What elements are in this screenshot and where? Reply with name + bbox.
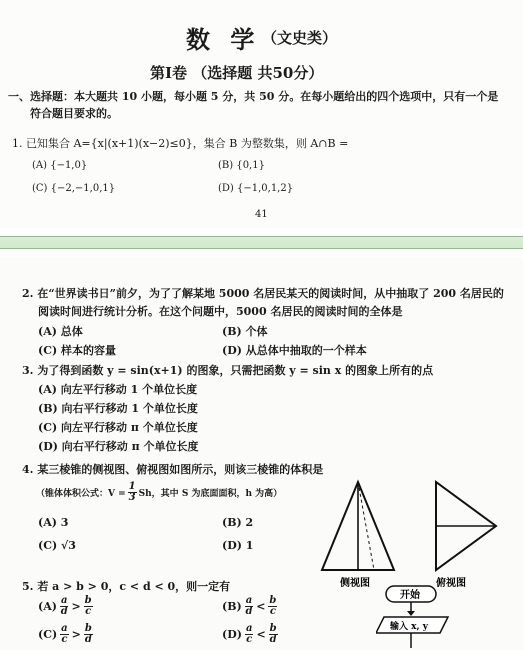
side-view-triangle — [322, 482, 394, 570]
section-intro-line2: 符合题目要求的。 — [30, 107, 118, 120]
exam-title: 数 学 — [186, 25, 261, 54]
q1-stem: 1. 已知集合 A={x|(x+1)(x−2)≤0}，集合 B 为整数集，则 A∩B = — [12, 137, 349, 150]
q5-option-a — [38, 596, 93, 617]
q1-option-a: (A) {−1,0} — [32, 160, 88, 171]
q1-option-c: (C) {−2,−1,0,1} — [32, 183, 116, 194]
flowchart-start-text: 开始 — [400, 590, 420, 601]
q5-option-d — [222, 624, 278, 645]
flowchart-input-text: 输入 x, y — [390, 622, 428, 632]
exam-page-bottom — [0, 258, 523, 650]
q5-option-d-label: (D) — [222, 628, 242, 641]
q2-option-d: (D) 从总体中抽取的一个样本 — [222, 344, 367, 357]
q5-option-b-operator: < — [256, 600, 266, 613]
separator-line-bottom — [0, 248, 523, 249]
fraction-numerator: a — [245, 623, 253, 634]
q5-option-c-operator: > — [71, 628, 81, 641]
top-view-label: 俯视图 — [436, 578, 466, 589]
volume-heading: 第Ⅰ卷 （选择题 共50分） — [150, 64, 324, 82]
q4-figures — [318, 478, 518, 593]
q4-option-a: (A) 3 — [38, 516, 69, 529]
q4-formula-prefix: （锥体体积公式：V = — [36, 489, 126, 499]
page-number: 41 — [255, 209, 268, 220]
fraction-denominator: c — [269, 606, 276, 617]
section-intro-line1: 一、选择题：本大题共 10 小题，每小题 5 分，共 50 分。在每小题给出的四个选项中，只有一个是 — [8, 90, 499, 103]
q5-option-c-right-fraction — [84, 624, 93, 645]
q3-option-b: (B) 向右平行移动 1 个单位长度 — [38, 402, 198, 415]
fraction-denominator: d — [245, 606, 253, 617]
fraction-numerator: b — [269, 595, 277, 606]
q4-stem: 4. 某三棱锥的侧视图、俯视图如图所示，则该三棱锥的体积是 — [22, 463, 324, 476]
fraction-numerator: b — [269, 623, 277, 634]
q5-option-a-right-fraction — [84, 596, 93, 617]
exam-title-note: （文史类） — [262, 29, 338, 47]
q2-option-a: (A) 总体 — [38, 325, 83, 338]
fraction-denominator: d — [84, 634, 92, 645]
page-separator-band — [0, 228, 523, 258]
q1-option-d: (D) {−1,0,1,2} — [218, 183, 294, 194]
q4-formula-denominator: 3 — [128, 492, 136, 503]
q5-option-a-left-fraction — [60, 596, 68, 617]
q4-formula-note — [36, 482, 282, 503]
q5-option-c-label: (C) — [38, 628, 58, 641]
fraction-denominator: c — [85, 606, 92, 617]
q5-option-d-operator: < — [256, 628, 266, 641]
q2-stem-line1: 2. 在“世界读书日”前夕，为了了解某地 5000 名居民某天的阅读时间，从中抽取了 200 名居民的 — [22, 287, 504, 300]
side-view-label: 侧视图 — [340, 578, 370, 589]
fraction-numerator: a — [60, 595, 68, 606]
q3-option-a: (A) 向左平行移动 1 个单位长度 — [38, 383, 198, 396]
q4-formula-numerator: 1 — [128, 481, 136, 492]
q4-formula-suffix: Sh，其中 S 为底面面积，h 为高） — [138, 489, 283, 499]
q5-stem: 5. 若 a > b > 0，c < d < 0，则一定有 — [22, 580, 231, 593]
fraction-denominator: d — [60, 606, 68, 617]
q5-option-b-right-fraction — [268, 596, 277, 617]
exam-page-top — [0, 0, 523, 228]
q5-option-c — [38, 624, 93, 645]
separator-line-top — [0, 236, 523, 237]
q5-option-d-left-fraction — [245, 624, 253, 645]
fraction-numerator: a — [61, 623, 68, 634]
fraction-denominator: d — [269, 634, 277, 645]
q5-option-b — [222, 596, 277, 617]
q4-option-b: (B) 2 — [222, 516, 254, 529]
q2-stem-line2: 阅读时间进行统计分析。在这个问题中，5000 名居民的阅读时间的全体是 — [38, 305, 403, 318]
q3-option-c: (C) 向左平行移动 π 个单位长度 — [38, 421, 198, 434]
fraction-denominator: c — [61, 634, 68, 645]
q5-option-a-label: (A) — [38, 600, 57, 613]
q1-option-b: (B) {0,1} — [218, 160, 265, 171]
flowchart-arrowhead — [407, 611, 415, 616]
q5-option-b-left-fraction — [245, 596, 253, 617]
fraction-numerator: b — [84, 595, 92, 606]
q4-option-d: (D) 1 — [222, 539, 254, 552]
top-view-triangle — [436, 482, 496, 570]
q3-option-d: (D) 向右平行移动 π 个单位长度 — [38, 440, 199, 453]
q2-option-c: (C) 样本的容量 — [38, 344, 116, 357]
flowchart-fragment — [376, 584, 466, 650]
fraction-numerator: b — [84, 623, 92, 634]
q5-option-d-right-fraction — [269, 624, 278, 645]
fraction-numerator: a — [245, 595, 253, 606]
q3-stem: 3. 为了得到函数 y = sin(x+1) 的图象，只需把函数 y = sin x 的图象上所有的点 — [22, 364, 434, 377]
q4-formula-fraction — [128, 482, 137, 503]
q5-option-c-left-fraction — [60, 624, 68, 645]
fraction-denominator: c — [246, 634, 253, 645]
q5-option-a-operator: > — [71, 600, 81, 613]
q2-option-b: (B) 个体 — [222, 325, 268, 338]
q4-option-c: (C) √3 — [38, 539, 76, 552]
q5-option-b-label: (B) — [222, 600, 242, 613]
